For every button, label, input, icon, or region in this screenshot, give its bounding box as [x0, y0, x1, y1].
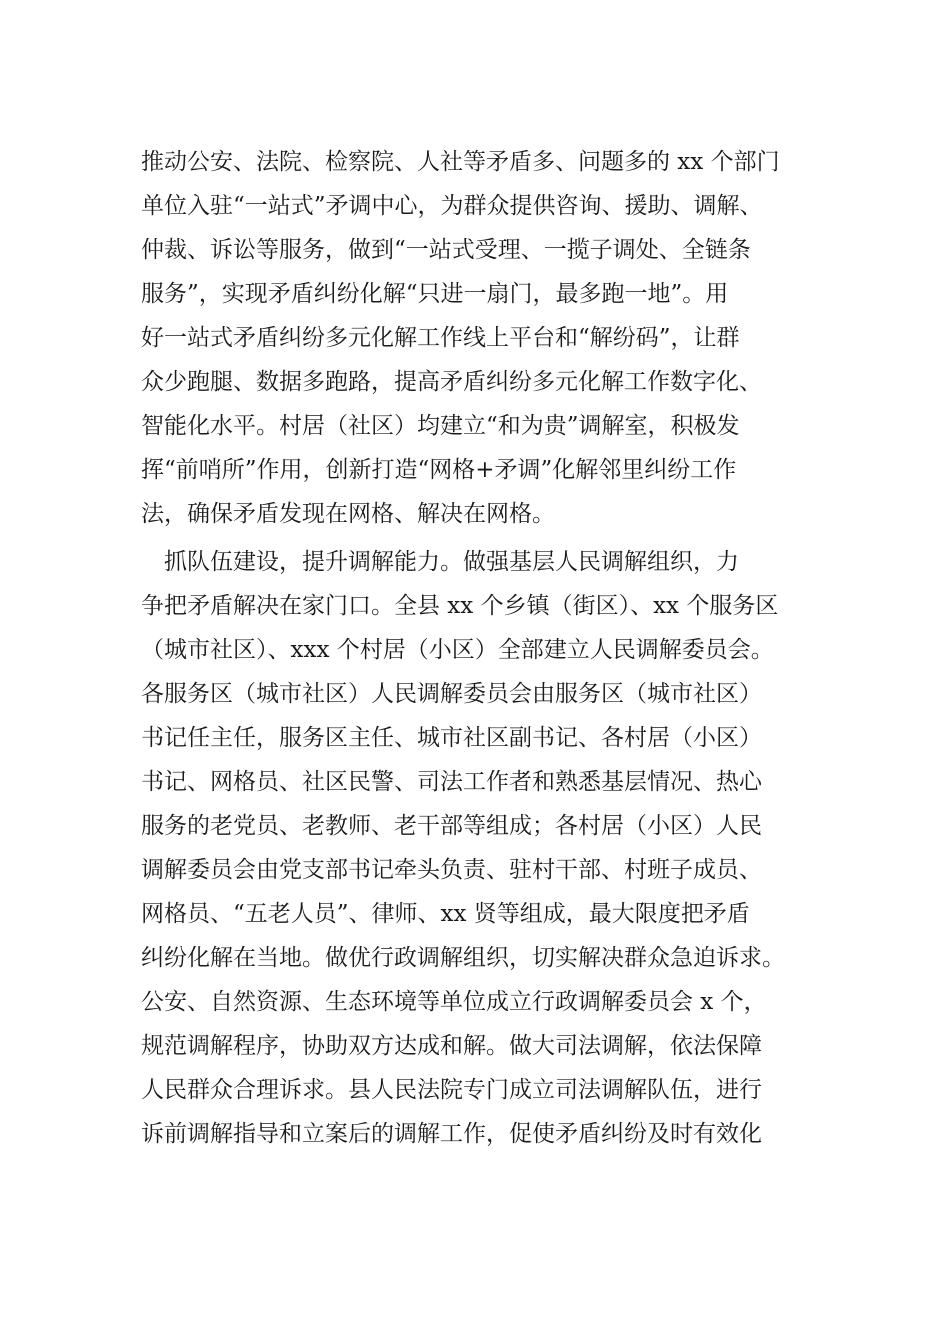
text-line: 好一站式矛盾纠纷多元化解工作线上平台和“解纷码”，让群: [141, 325, 740, 351]
text-line: 服务的老党员、老教师、老干部等组成；各村居（小区）人民: [141, 813, 762, 839]
text-line: 智能化水平。村居（社区）均建立“和为贵”调解室，积极发: [141, 413, 740, 439]
text-line: 规范调解程序，协助双方达成和解。做大司法调解，依法保障: [141, 1033, 762, 1059]
text-line: 各服务区（城市社区）人民调解委员会由服务区（城市社区）: [141, 681, 762, 707]
text-line: 诉前调解指导和立案后的调解工作，促使矛盾纠纷及时有效化: [141, 1121, 762, 1147]
text-line: 书记任主任，服务区主任、城市社区副书记、各村居（小区）: [141, 725, 762, 751]
text-line: 挥“前哨所”作用，创新打造“网格+矛调”化解邻里纠纷工作: [141, 457, 737, 483]
text-line: 网格员、“五老人员”、律师、xx 贤等组成，最大限度把矛盾: [141, 901, 750, 927]
text-line: 众少跑腿、数据多跑路，提高矛盾纠纷多元化解工作数字化、: [141, 369, 762, 395]
text-line: 法，确保矛盾发现在网格、解决在网格。: [141, 501, 555, 527]
text-line: 人民群众合理诉求。县人民法院专门成立司法调解队伍，进行: [141, 1077, 762, 1103]
text-line: 服务”，实现矛盾纠纷化解“只进一扇门，最多跑一地”。用: [141, 281, 729, 307]
text-line: 仲裁、诉讼等服务，做到“一站式受理、一揽子调处、全链条: [141, 237, 751, 263]
text-line: 调解委员会由党支部书记牵头负责、驻村干部、村班子成员、: [141, 857, 762, 883]
text-line: 书记、网格员、社区民警、司法工作者和熟悉基层情况、热心: [141, 769, 762, 795]
text-line: 公安、自然资源、生态环境等单位成立行政调解委员会 x 个，: [141, 989, 767, 1015]
paragraph-first-line: 抓队伍建设，提升调解能力。做强基层人民调解组织，力: [164, 549, 739, 575]
text-line: 单位入驻“一站式”矛调中心，为群众提供咨询、援助、调解、: [141, 193, 763, 219]
text-line: 争把矛盾解决在家门口。全县 xx 个乡镇（街区）、xx 个服务区: [141, 593, 779, 619]
text-line: 纠纷化解在当地。做优行政调解组织，切实解决群众急迫诉求。: [141, 945, 785, 971]
text-line: 推动公安、法院、检察院、人社等矛盾多、问题多的 xx 个部门: [141, 149, 780, 175]
text-line: （城市社区）、xxx 个村居（小区）全部建立人民调解委员会。: [141, 637, 774, 663]
